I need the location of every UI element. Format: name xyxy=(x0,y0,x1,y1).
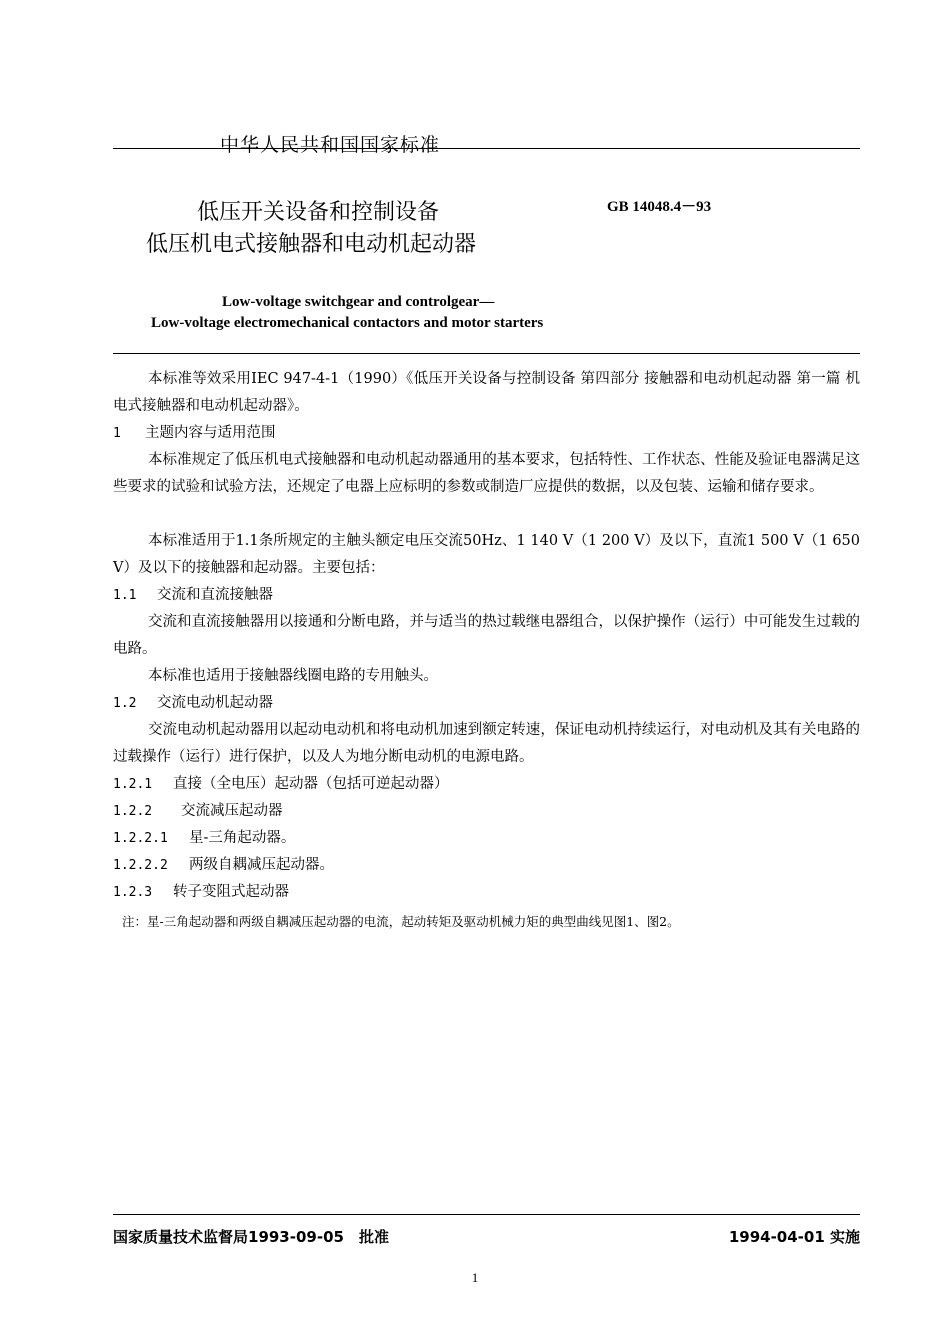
title-rule xyxy=(113,353,860,354)
section-1-2-2-2-heading xyxy=(113,852,334,879)
section-number: 1.2.1 xyxy=(113,777,153,792)
section-1-paragraph-2: 本标准适用于1.1条所规定的主触头额定电压交流50Hz、1 140 V（1 200 V）及以下，直流1 500 V（1 650 V）及以下的接触器和起动器。主要包括： xyxy=(113,533,860,576)
section-1-heading xyxy=(113,420,276,447)
section-title: 交流减压起动器 xyxy=(181,803,283,819)
section-1-paragraph-1: 本标准规定了低压机电式接触器和电动机起动器通用的基本要求，包括特性、工作状态、性能及验证电器满足这些要求的试验和试验方法，还规定了电器上应标明的参数或制造厂应提供的数据，以及包装、运输和储存要求。 xyxy=(113,452,860,495)
section-title: 交流电动机起动器 xyxy=(157,695,273,711)
section-1-2-paragraph-1: 交流电动机起动器用以起动电动机和将电动机加速到额定转速，保证电动机持续运行，对电动机及其有关电路的过载操作（运行）进行保护，以及人为地分断电动机的电源电路。 xyxy=(113,722,860,765)
standard-number: GB 14048.4－93 xyxy=(607,199,712,215)
section-1-2-2-1-heading xyxy=(113,825,295,852)
section-number: 1.2 xyxy=(113,696,137,711)
title-cn-line1: 低压开关设备和控制设备 xyxy=(197,200,440,225)
section-title: 主题内容与适用范围 xyxy=(145,425,276,441)
intro-paragraph: 本标准等效采用IEC 947-4-1（1990）《低压开关设备与控制设备 第四部分 接触器和电动机起动器 第一篇 机电式接触器和电动机起动器》。 xyxy=(113,371,860,414)
section-title: 星-三角起动器。 xyxy=(189,830,296,846)
section-number: 1.2.2 xyxy=(113,804,153,819)
section-number: 1.2.3 xyxy=(113,885,153,900)
section-number: 1.1 xyxy=(113,588,137,603)
note: 注：星-三角起动器和两级自耦减压起动器的电流，起动转矩及驱动机械力矩的典型曲线见图1、图2。 xyxy=(122,914,680,929)
section-title: 转子变阻式起动器 xyxy=(173,884,289,900)
implementation-date: 1994-04-01 实施 xyxy=(728,1228,860,1246)
header-rule xyxy=(113,148,860,149)
section-number: 1.2.2.2 xyxy=(113,858,168,873)
title-en-line2: Low-voltage electromechanical contactors and motor starters xyxy=(151,315,544,331)
section-1-1-heading xyxy=(113,582,273,609)
section-1-2-heading xyxy=(113,690,273,717)
section-number: 1.2.2.1 xyxy=(113,831,168,846)
section-title: 两级自耦减压起动器。 xyxy=(189,857,334,873)
section-1-1-paragraph-2: 本标准也适用于接触器线圈电路的专用触头。 xyxy=(148,668,438,684)
title-en-line1: Low-voltage switchgear and controlgear— xyxy=(222,294,495,310)
title-cn-line2: 低压机电式接触器和电动机起动器 xyxy=(146,232,477,257)
section-1-2-1-heading xyxy=(113,771,449,798)
approval-line: 国家质量技术监督局1993-09-05 批准 xyxy=(113,1228,389,1246)
footer-rule xyxy=(113,1214,860,1215)
section-1-1-paragraph-1: 交流和直流接触器用以接通和分断电路，并与适当的热过载继电器组合，以保护操作（运行）中可能发生过载的电路。 xyxy=(113,614,860,657)
section-title: 交流和直流接触器 xyxy=(157,587,273,603)
section-1-2-3-heading xyxy=(113,879,289,906)
section-1-2-2-heading xyxy=(113,798,283,825)
document-org-title: 中华人民共和国国家标准 xyxy=(220,134,441,156)
page-number: 1 xyxy=(471,1270,479,1285)
section-title: 直接（全电压）起动器（包括可逆起动器） xyxy=(173,776,449,792)
section-number: 1 xyxy=(113,426,121,441)
